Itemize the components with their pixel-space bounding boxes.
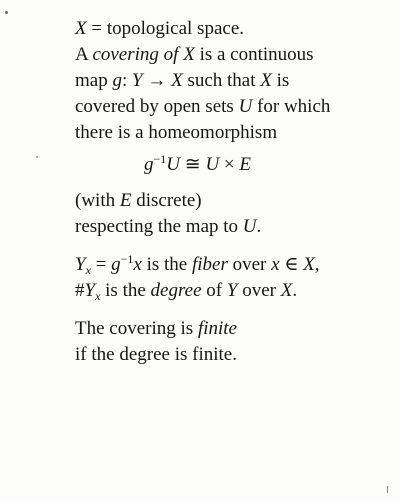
line-10: $\#Y_x$ is the degree of Y over X. xyxy=(75,280,298,303)
definition-text xyxy=(75,16,395,368)
emphasis-covering-of: covering of xyxy=(92,44,179,65)
scan-speck xyxy=(387,486,388,493)
line-9: $Y_x = g^{-1}x$ is the fiber over x ∈ X, xyxy=(75,252,320,277)
emphasis-finite: finite xyxy=(197,318,237,339)
line-12: if the degree is finite. xyxy=(75,344,237,365)
line-3: map g: Y → X such that X is xyxy=(75,70,290,91)
emphasis-fiber: fiber xyxy=(191,254,228,275)
line-2: A covering of X is a continuous xyxy=(75,44,314,65)
line-11: The covering is finite xyxy=(75,318,237,339)
math-X: X xyxy=(75,18,87,39)
line-8: respecting the map to U. xyxy=(75,216,262,237)
line-1: X = topological space. xyxy=(75,18,245,39)
scan-speck xyxy=(5,11,8,14)
display-equation: $g^{-1}U$ ≅ U × E xyxy=(144,152,251,175)
line-4: covered by open sets U for which xyxy=(75,96,331,117)
line-7: (with E discrete) xyxy=(75,190,202,211)
paragraph-gap xyxy=(75,240,395,252)
emphasis-degree: degree xyxy=(150,280,202,301)
line-5: there is a homeomorphism xyxy=(75,122,278,143)
scan-speck xyxy=(36,156,38,158)
paragraph-gap xyxy=(75,304,395,316)
